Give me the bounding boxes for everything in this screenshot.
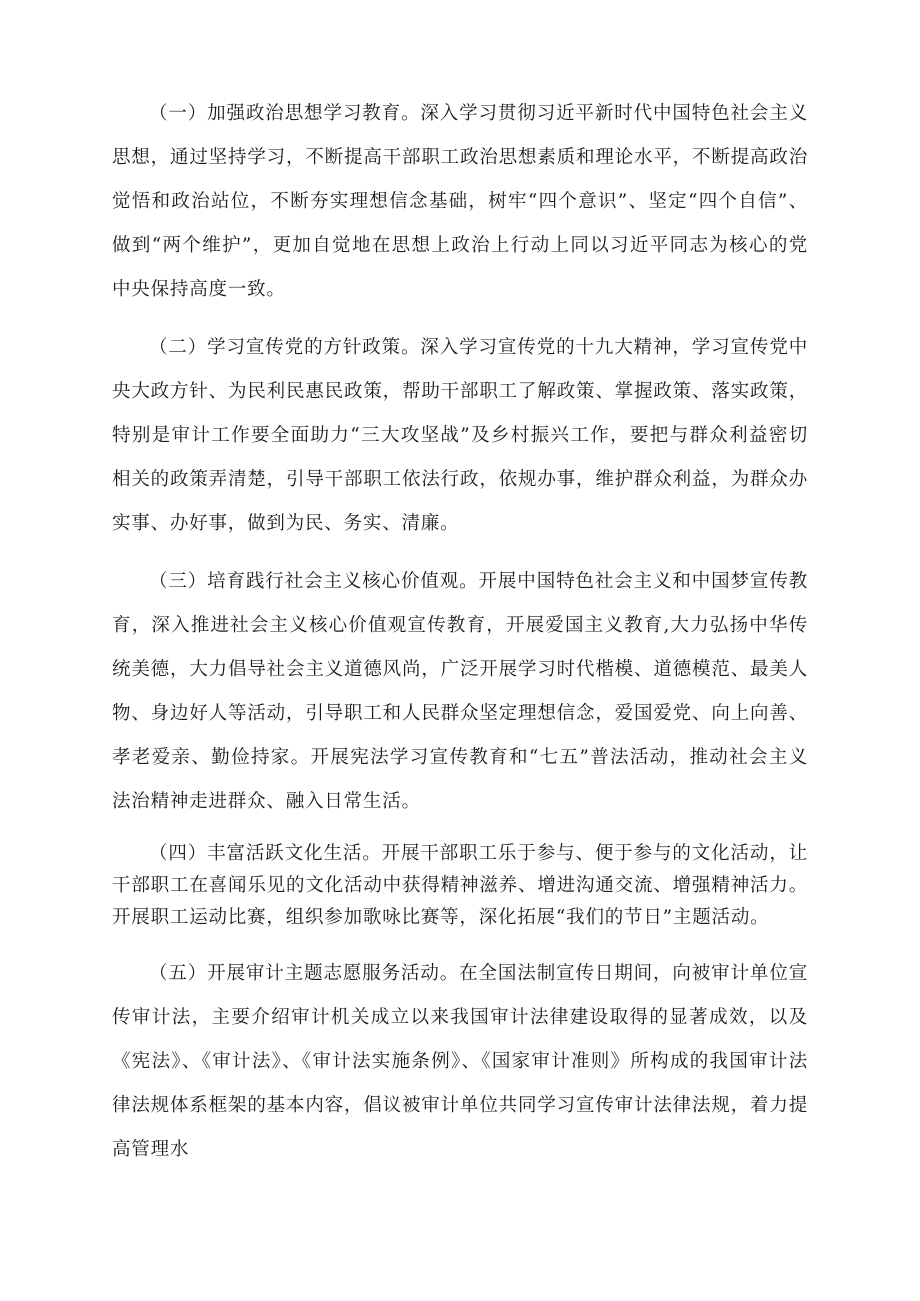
paragraph-3: （三）培育践行社会主义核心价值观。开展中国特色社会主义和中国梦宣传教育，深入推进社会主义核心价值观宣传教育，开展爱国主义教育,大力弘扬中华传统美德，大力倡导社会主义道德风尚，广泛开展学习时代楷模、道德模范、最美人物、身边好人等活动，引导职工和人民群众坚定理想信念，爱国爱党、向上向善、孝老爱亲、勤俭持家。开展宪法学习宣传教育和“七五”普法活动，推动社会主义法治精神走进群众、融入日常生活。	[112, 571, 808, 812]
paragraph-1: （一）加强政治思想学习教育。深入学习贯彻习近平新时代中国特色社会主义思想，通过坚持学习，不断提高干部职工政治思想素质和理论水平，不断提高政治觉悟和政治站位，不断夯实理想信念基础，树牢“四个意识”、坚定“四个自信”、做到“两个维护”，更加自觉地在思想上政治上行动上同以习近平同志为核心的党中央保持高度一致。	[112, 103, 808, 300]
paragraph-2: （二）学习宣传党的方针政策。深入学习宣传党的十九大精神，学习宣传党中央大政方针、为民利民惠民政策，帮助干部职工了解政策、掌握政策、落实政策，特别是审计工作要全面助力“三大攻坚战”及乡村振兴工作，要把与群众利益密切相关的政策弄清楚，引导干部职工依法行政，依规办事，维护群众利益，为群众办实事、办好事，做到为民、务实、清廉。	[112, 337, 808, 534]
paragraph-4: （四）丰富活跃文化生活。开展干部职工乐于参与、便于参与的文化活动，让干部职工在喜闻乐见的文化活动中获得精神滋养、增进沟通交流、增强精神活力。开展职工运动比赛，组织参加歌咏比赛等，深化拓展“我们的节日”主题活动。	[112, 843, 808, 928]
paragraph-5: （五）开展审计主题志愿服务活动。在全国法制宣传日期间，向被审计单位宣传审计法，主要介绍审计机关成立以来我国审计法律建设取得的显著成效，以及《宪法》、《审计法》、《审计法实施条例》、《国家审计准则》所构成的我国审计法律法规体系框架的基本内容，倡议被审计单位共同学习宣传审计法律法规，着力提高管理水	[112, 963, 808, 1160]
